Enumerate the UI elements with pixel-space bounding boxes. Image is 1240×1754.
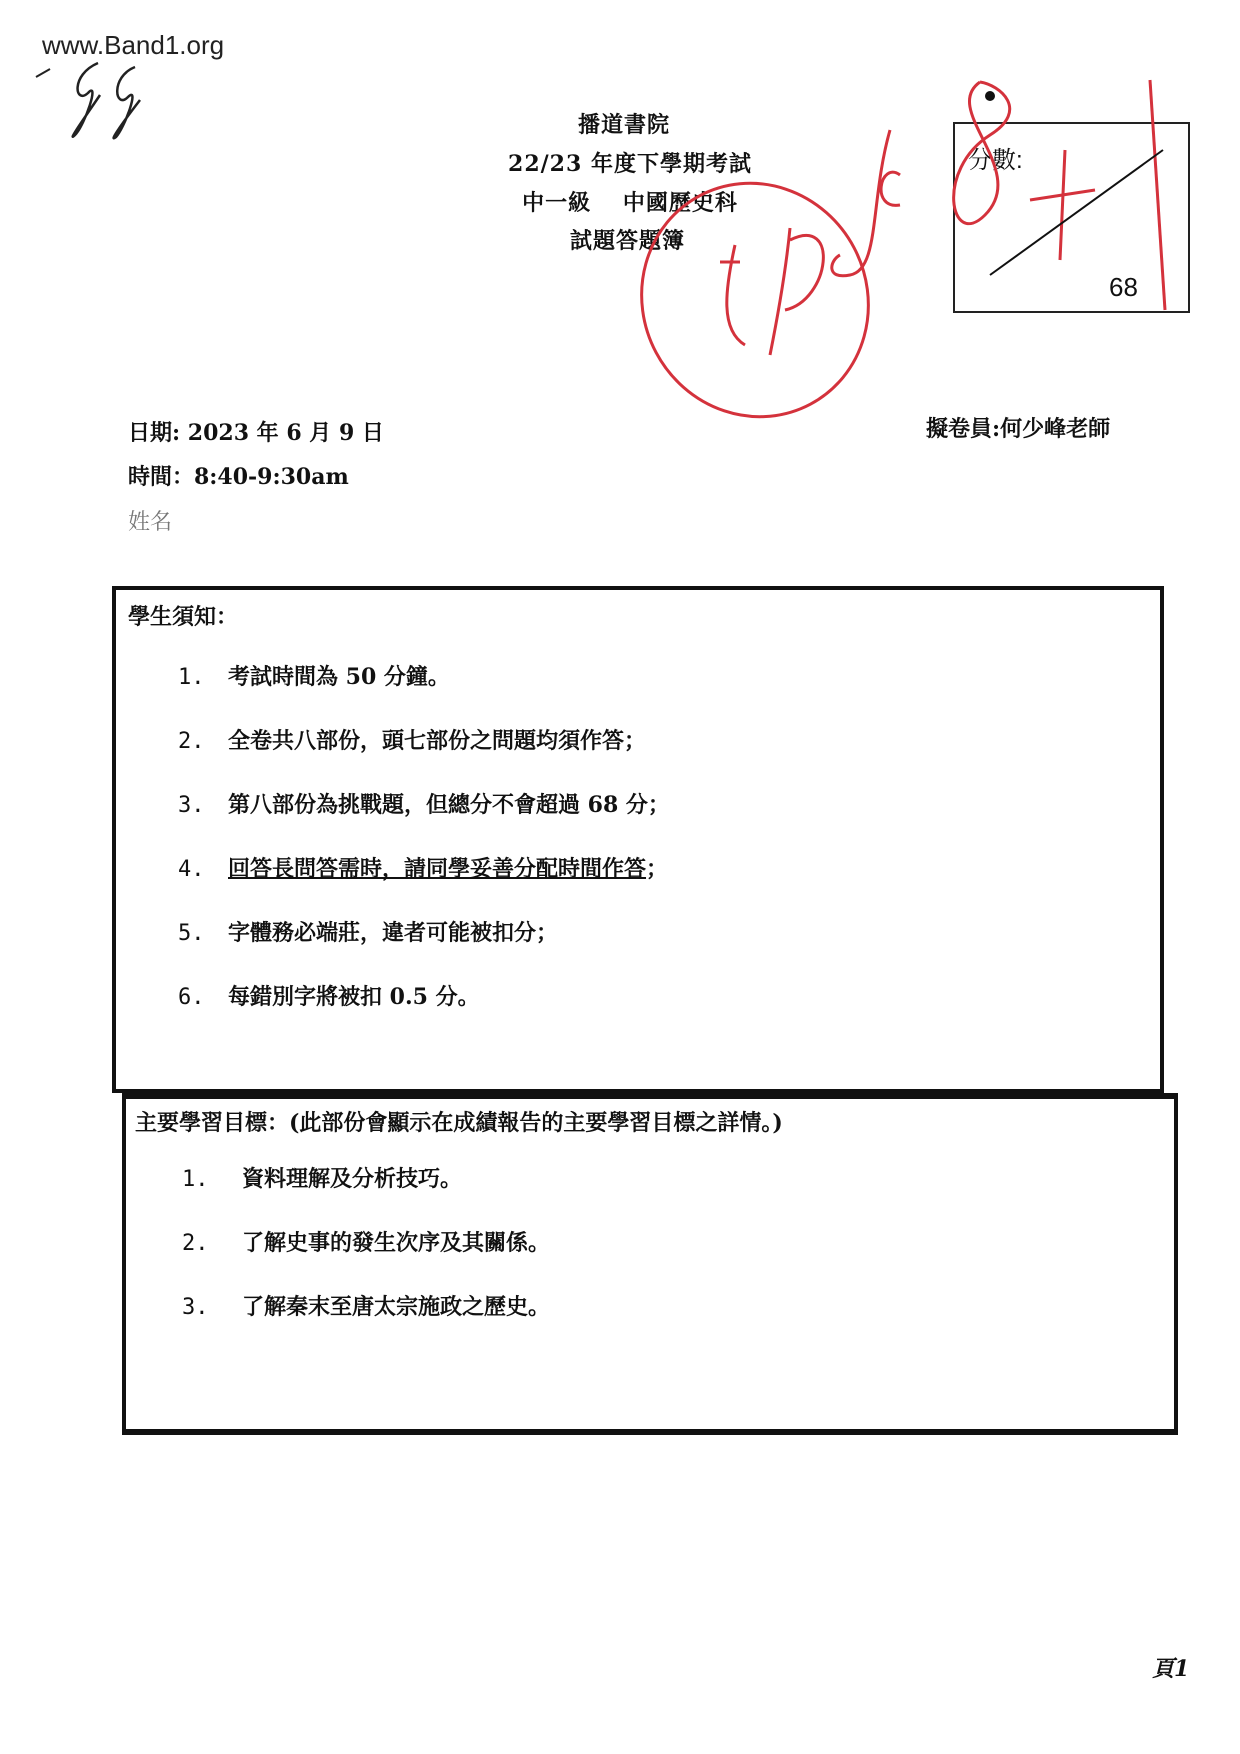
item-number: 6. [178,985,205,1010]
student-name-label: 姓名 [128,510,173,535]
score-label: 分數: [968,147,1023,174]
item-number: 1. [178,665,205,690]
score-value: 68 [1109,272,1138,302]
instruction-item [178,660,450,691]
instruction-item [178,916,558,947]
item-text: 第八部份為挑戰題，但總分不會超過 68 分； [228,792,670,818]
instruction-item [178,724,646,755]
exam-term: 22/23 年度下學期考試 [508,151,752,177]
item-text: 字體務必端莊，違者可能被扣分； [228,920,559,946]
item-number: 1. [182,1167,209,1192]
item-text: 了解史事的發生次序及其關係。 [242,1230,551,1256]
item-text-underlined: 回答長問答需時，請同學妥善分配時間作答 [228,856,647,882]
item-suffix: ； [646,856,669,882]
item-text: 了解秦末至唐太宗施政之歷史。 [242,1294,551,1320]
item-text: 資料理解及分析技巧。 [242,1166,463,1192]
item-number: 3. [182,1295,209,1320]
instruction-item [178,788,670,819]
instruction-item [178,852,668,883]
objective-item [182,1226,550,1257]
exam-time: 時間：8:40-9:30am [128,464,349,490]
item-number: 2. [182,1231,209,1256]
item-number: 2. [178,729,205,754]
exam-subject: 中一級 中國歷史科 [522,190,738,216]
objectives-box [122,1093,1178,1435]
item-text: 考試時間為 50 分鐘。 [228,664,450,690]
booklet-title: 試題答題簿 [569,228,685,254]
objective-item [182,1162,462,1193]
item-text: 每錯別字將被扣 0.5 分。 [228,984,480,1010]
objective-item [182,1290,550,1321]
exam-date: 日期: 2023 年 6 月 9 日 [128,420,384,446]
page-number: 頁1 [1152,1656,1190,1682]
objectives-title: 主要學習目標：(此部份會顯示在成績報告的主要學習目標之詳情。) [135,1110,783,1136]
item-number: 4. [178,857,205,882]
school-name: 播道書院 [577,112,670,138]
item-number: 3. [178,793,205,818]
instructions-title: 學生須知： [128,604,239,630]
item-text: 全卷共八部份，頭七部份之問題均須作答； [228,728,647,754]
item-number: 5. [178,921,205,946]
watermark-url: www.Band1.org [42,30,225,60]
paper-setter: 擬卷員:何少峰老師 [926,416,1111,442]
instruction-item [178,980,480,1011]
